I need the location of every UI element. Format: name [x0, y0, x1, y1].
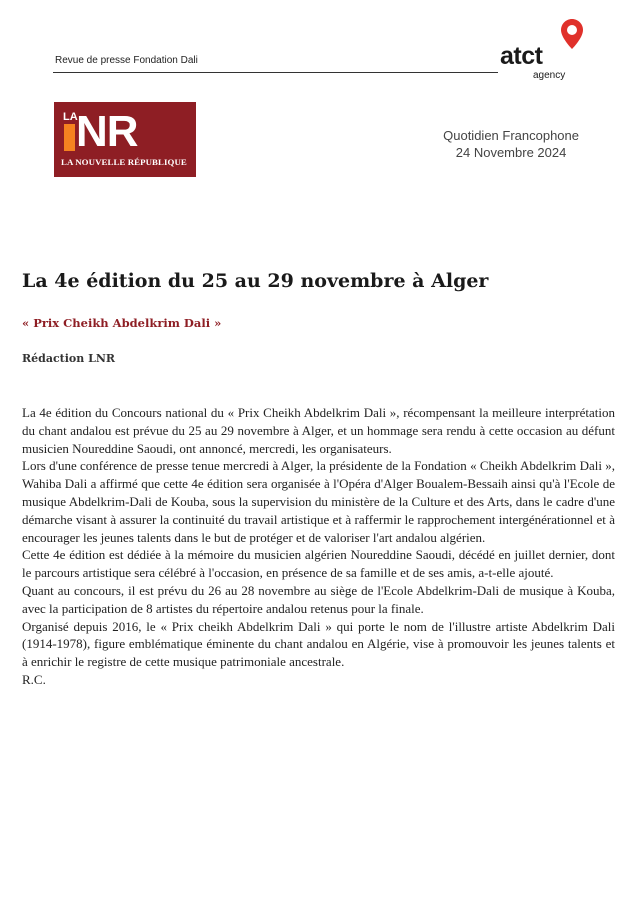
article-paragraph: Cette 4e édition est dédiée à la mémoire du musicien algérien Noureddine Saoudi, décédé en juillet dernier, dont le parcours artistique sera célébré à l'occasion, en présence de sa famille et de ses amis, a-t-elle ajouté. — [22, 547, 615, 581]
article-paragraph: Quant au concours, il est prévu du 26 au 28 novembre au siège de l'Ecole Abdelkrim-Dali de musique à Kouba, avec la participation de 8 artistes du répertoire andalou retenus pour la finale. — [22, 582, 615, 616]
header-divider — [53, 72, 498, 73]
article-paragraph: La 4e édition du Concours national du « Prix Cheikh Abdelkrim Dali », récompensant la meilleure interprétation du chant andalou est prévue du 25 au 29 novembre à Alger, et un hommage sera rendu à cette occasion au défunt musicien Noureddine Saoudi, ont annoncé, mercredi, les organisateurs. — [22, 405, 615, 456]
logo-name: NR — [76, 107, 138, 156]
newspaper-logo — [54, 102, 196, 177]
article-body — [22, 404, 615, 689]
publication-date: 24 Novembre 2024 — [455, 145, 567, 160]
agency-name: atct — [500, 42, 543, 70]
article-subheadline: « Prix Cheikh Abdelkrim Dali » — [22, 316, 222, 330]
article-byline: Rédaction LNR — [22, 352, 116, 365]
logo-subtitle: LA NOUVELLE RÉPUBLIQUE — [61, 157, 187, 167]
article-signature: R.C. — [22, 671, 46, 687]
publication-type: Quotidien Francophone — [443, 128, 579, 143]
article-paragraph: Organisé depuis 2016, le « Prix cheikh Abdelkrim Dali » qui porte le nom de l'illustre artiste Abdelkrim Dali (1914-1978), figure emblématique éminente du chant andalou en Algérie, vise à promouvoir les jeunes talents et à enrichir le registre de cette musique patrimoniale ancestrale. — [22, 618, 615, 670]
agency-subtitle: agency — [533, 70, 566, 81]
agency-logo — [500, 18, 595, 88]
article-headline: La 4e édition du 25 au 29 novembre à Alger — [22, 270, 489, 292]
press-review-title: Revue de presse Fondation Dali — [55, 55, 198, 66]
location-pin-icon — [560, 18, 584, 50]
article-paragraph: Lors d'une conférence de presse tenue mercredi à Alger, la présidente de la Fondation « Cheikh Abdelkrim Dali », Wahiba Dali a affirmé que cette 4e édition sera organisée à l'Opéra d'Alger Boualem-Bessaih ainsi qu'à l'Ecole de musique Abdelkrim-Dali de Kouba, sous la supervision du ministère de la Culture et des Arts, dans le cadre d'une démarche visant à assurer la continuité du travail artistique et à raffermir le rapprochement intergénérationnel et à encourager les jeunes talents dans le but de protéger et de valoriser l'art andalou algérien. — [22, 458, 615, 545]
source-info — [443, 127, 579, 161]
logo-orange-bar — [64, 124, 75, 151]
logo-prefix: LA — [63, 111, 78, 123]
